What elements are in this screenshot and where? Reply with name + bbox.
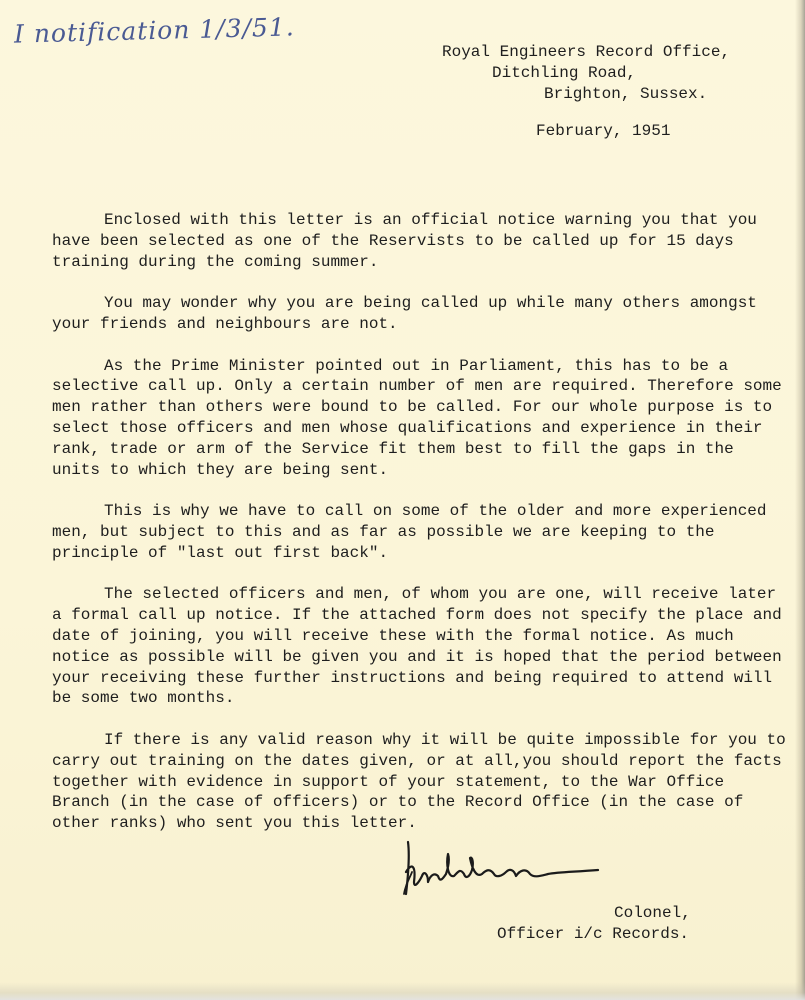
handwritten-annotation: I notification 1/3/51. [13,12,296,49]
address-line-2: Ditchling Road, [492,64,637,82]
paragraph-6: If there is any valid reason why it will be quite impossible for you to carry out training on the dates given, or at all,you should report the facts together with evidence in support of your statement, to the War Office Branch (in the case of officers) or to the Record Office (in the case of other ranks) who sent you this letter. [52,730,786,833]
paragraph-1: Enclosed with this letter is an official notice warning you that you have been selected as one of the Reservists to be called up for 15 days training during the coming summer. [52,211,757,271]
paragraph-5: The selected officers and men, of whom you are one, will receive later a formal call up notice. If the attached form does not specify the place and date of joining, you will receive these with the formal notice. As much notice as possible will be given you and it is hoped that the period between your receiving these further instructions and being required to attend will be some two months. [52,585,782,708]
paper-edge-shadow [795,0,805,1000]
paragraph-3: As the Prime Minister pointed out in Parliament, this has to be a selective call up. Only a certain number of men are required. Therefore some men rather than others were bound to be called. For our whole purpose is to select those officers and men whose qualifications and experience in their rank, trade or arm of the Service fit them best to fill the gaps in the units to which they are being sent. [52,356,782,479]
sender-address [442,42,782,105]
letter-body [52,210,787,855]
address-line-3: Brighton, Sussex. [544,85,708,103]
handwritten-signature [398,832,618,912]
address-line-1: Royal Engineers Record Office, [442,43,731,61]
letter-date: February, 1951 [536,122,671,140]
paragraph-2: You may wonder why you are being called up while many others amongst your friends and neighbours are not. [52,294,757,333]
paper-bottom-edge [0,982,805,1000]
paragraph-4: This is why we have to call on some of the older and more experienced men, but subject to this and as far as possible we are keeping to the principle of "last out first back". [52,502,767,562]
signatory-rank: Colonel, [614,904,691,922]
signatory-office: Officer i/c Records. [497,925,690,943]
